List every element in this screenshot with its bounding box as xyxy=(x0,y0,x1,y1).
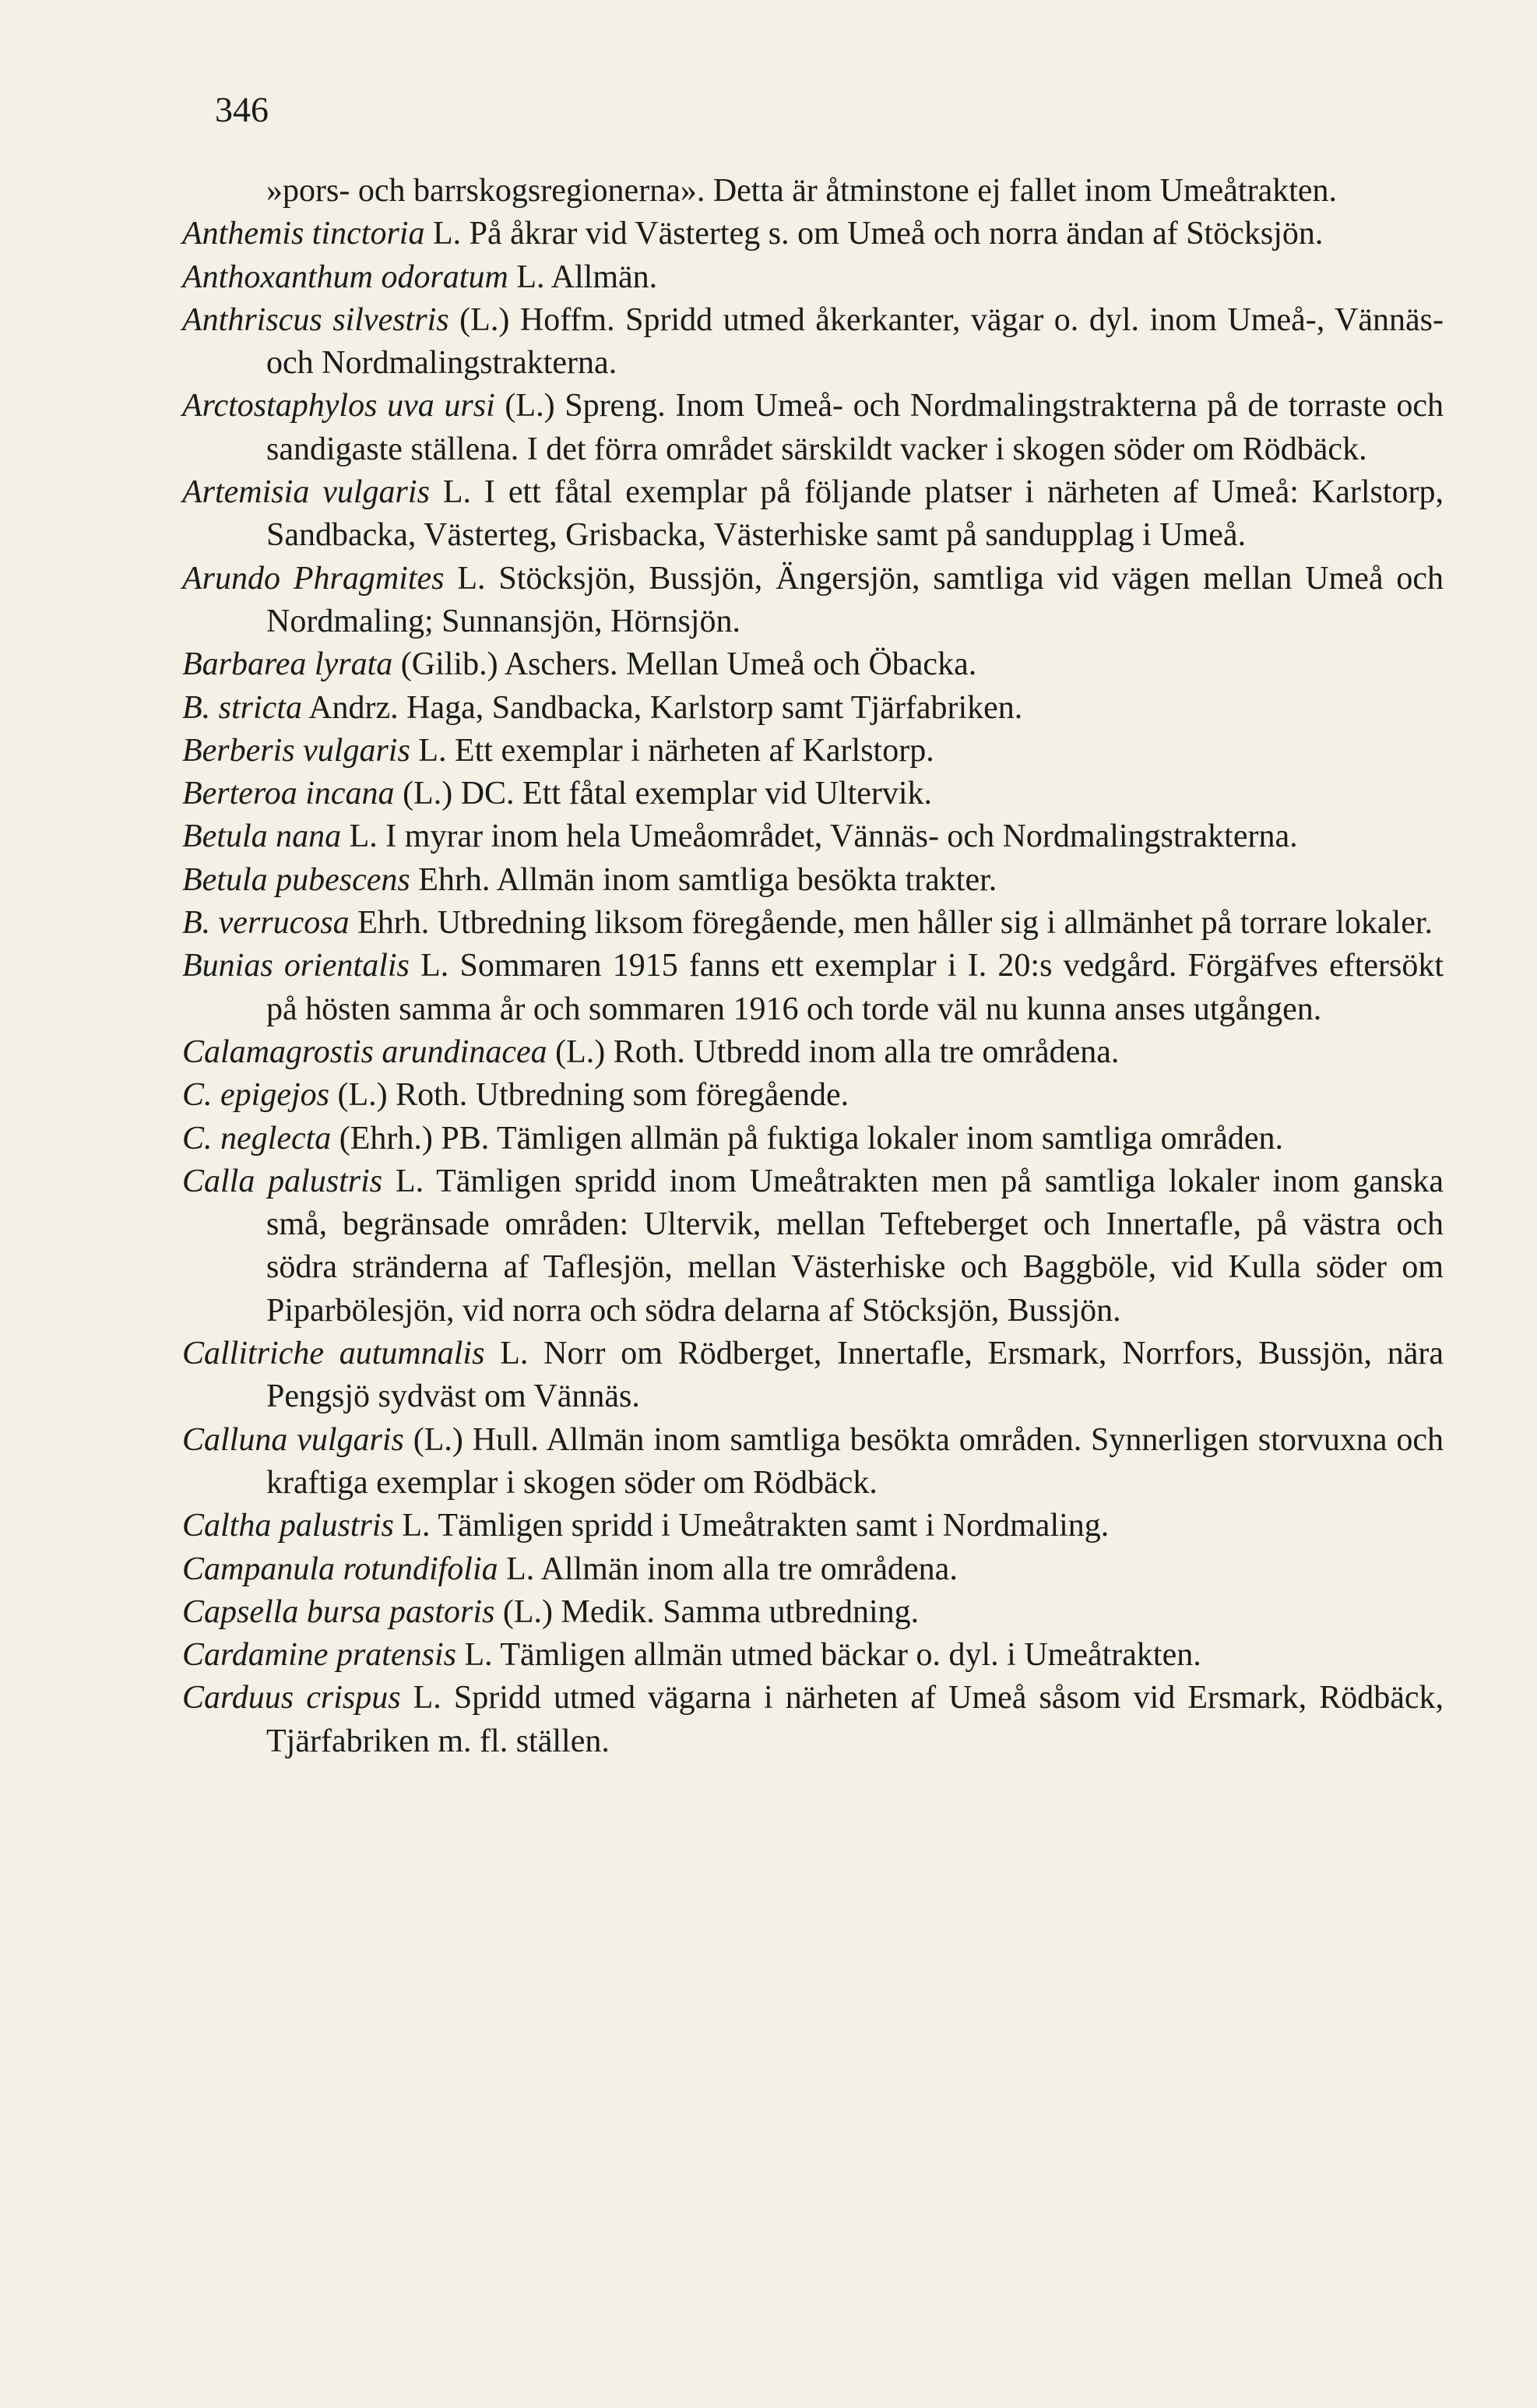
species-authority: L. xyxy=(464,1637,493,1674)
species-authority: L. xyxy=(413,1680,441,1716)
species-entry xyxy=(182,773,1444,815)
species-entry xyxy=(182,299,1444,385)
species-description: Allmän inom samtliga besökta områden. Synnerligen storvuxna och kraftiga exemplar i skogen söder om Rödbäck. xyxy=(266,1421,1444,1501)
species-description: Spridd utmed vägarna i närheten af Umeå såsom vid Ersmark, Rödbäck, Tjärfabriken m. fl. ställen. xyxy=(266,1680,1444,1759)
species-authority: L. xyxy=(420,948,449,984)
species-description: Haga, Sandbacka, Karlstorp samt Tjärfabriken. xyxy=(406,689,1023,726)
species-description: Tämligen spridd inom Umeåtrakten men på samtliga lokaler inom ganska små, begränsade områden: Ultervik, mellan Tefteberget och Innertafle, på västra och södra stränderna af Taflesjön, mellan Västerhiske och Baggböle, vid Kulla söder om Piparbölesjön, vid norra och södra delarna af Stöcksjön, Bussjön. xyxy=(266,1163,1444,1329)
species-entry xyxy=(182,213,1444,255)
species-authority: L. xyxy=(432,216,462,252)
species-name: Calla palustris xyxy=(182,1163,383,1199)
species-name: Arctostaphylos uva ursi xyxy=(182,388,495,424)
species-list xyxy=(182,170,1444,1763)
species-authority: L. xyxy=(506,1551,535,1587)
species-entry xyxy=(182,1031,1444,1074)
species-name: Capsella bursa pastoris xyxy=(182,1593,495,1630)
species-name: Caltha palustris xyxy=(182,1508,394,1544)
species-name: Carduus crispus xyxy=(182,1680,401,1716)
species-authority: L. xyxy=(516,259,545,295)
species-name: Calamagrostis arundinacea xyxy=(182,1033,547,1070)
species-authority: (L.) Medik. xyxy=(502,1593,655,1630)
species-description: Tämligen allmän på fuktiga lokaler inom samtliga områden. xyxy=(497,1120,1284,1156)
species-authority: Ehrh. xyxy=(357,905,430,942)
species-entry xyxy=(182,1118,1444,1160)
species-description: Inom Umeå- och Nordmalingstrakterna på de torraste och sandigaste ställena. I det förra området särskildt vacker i skogen söder om Rödbäck. xyxy=(266,388,1444,467)
species-authority: (L.) Spreng. xyxy=(505,388,666,424)
species-entry xyxy=(182,859,1444,902)
species-description: I ett fåtal exemplar på följande platser i närheten af Umeå: Karlstorp, Sandbacka, Västerteg, Grisbacka, Västerhiske samt på sandupplag i Umeå. xyxy=(266,474,1444,554)
species-name: Anthemis tinctoria xyxy=(182,216,425,252)
species-entry xyxy=(182,902,1444,945)
species-entry xyxy=(182,256,1444,299)
species-name: Arundo Phragmites xyxy=(182,560,445,597)
species-name: Betula nana xyxy=(182,819,342,855)
species-name: Berteroa incana xyxy=(182,776,395,812)
species-authority: L. xyxy=(418,732,447,769)
species-authority: L. xyxy=(402,1508,431,1544)
species-description: Allmän. xyxy=(550,259,658,295)
species-name: Anthriscus silvestris xyxy=(182,301,449,338)
species-entry xyxy=(182,687,1444,730)
species-authority: (L.) Roth. xyxy=(337,1077,468,1114)
species-entry xyxy=(182,1160,1444,1332)
species-authority: (Gilib.) Aschers. xyxy=(400,646,618,683)
species-entry xyxy=(182,1332,1444,1419)
species-entry xyxy=(182,1634,1444,1677)
species-description: Utbredning som föregående. xyxy=(475,1077,849,1114)
species-authority: (L.) Hoffm. xyxy=(459,301,615,338)
species-entry xyxy=(182,1505,1444,1547)
species-description: Samma utbredning. xyxy=(663,1593,920,1630)
species-entry xyxy=(182,471,1444,558)
species-authority: (L.) Roth. xyxy=(555,1033,685,1070)
species-name: B. verrucosa xyxy=(182,905,350,942)
species-authority: L. xyxy=(457,560,486,597)
species-authority: L. xyxy=(395,1163,424,1199)
species-name: Betula pubescens xyxy=(182,861,410,898)
species-entry xyxy=(182,815,1444,858)
species-entry xyxy=(182,1074,1444,1117)
species-entry xyxy=(182,730,1444,773)
species-entry xyxy=(182,558,1444,644)
species-name: Artemisia vulgaris xyxy=(182,474,430,511)
species-name: Calluna vulgaris xyxy=(182,1421,404,1458)
species-authority: L. xyxy=(442,474,471,511)
species-name: B. stricta xyxy=(182,689,302,726)
species-entry xyxy=(182,1591,1444,1634)
species-authority: (Ehrh.) PB. xyxy=(339,1120,490,1156)
species-description: Tämligen spridd i Umeåtrakten samt i Nordmaling. xyxy=(438,1508,1110,1544)
species-description: Stöcksjön, Bussjön, Ängersjön, samtliga vid vägen mellan Umeå och Nordmaling; Sunnansjön, Hörnsjön. xyxy=(266,560,1444,639)
species-description: »pors- och barrskogsregionerna». Detta är åtminstone ej fallet inom Umeåtrakten. xyxy=(266,173,1338,209)
species-description: Utbredd inom alla tre områdena. xyxy=(693,1033,1120,1070)
species-authority: (L.) Hull. xyxy=(413,1421,539,1458)
species-name: Barbarea lyrata xyxy=(182,646,393,683)
species-entry xyxy=(182,1548,1444,1591)
species-description: Norr om Rödberget, Innertafle, Ersmark, Norrfors, Bussjön, nära Pengsjö sydväst om Vännäs. xyxy=(266,1336,1444,1415)
species-name: C. neglecta xyxy=(182,1120,332,1156)
species-name: Anthoxanthum odoratum xyxy=(182,259,508,295)
species-description: Mellan Umeå och Öbacka. xyxy=(626,646,977,683)
species-entry xyxy=(182,1677,1444,1763)
species-authority: L. xyxy=(349,819,378,855)
species-entry xyxy=(182,385,1444,471)
species-description: Ett fåtal exemplar vid Ultervik. xyxy=(522,776,933,812)
species-name: C. epigejos xyxy=(182,1077,329,1114)
species-authority: Ehrh. xyxy=(418,861,491,898)
species-authority: (L.) DC. xyxy=(403,776,515,812)
species-name: Campanula rotundifolia xyxy=(182,1551,498,1587)
species-authority: L. xyxy=(500,1336,529,1372)
species-description: Spridd utmed åkerkanter, vägar o. dyl. inom Umeå-, Vännäs- och Nordmalingstrakterna. xyxy=(266,301,1444,382)
species-description: Sommaren 1915 fanns ett exemplar i I. 20:s vedgård. Förgäfves eftersökt på hösten samma år och sommaren 1916 och torde väl nu kunna anses utgången. xyxy=(266,948,1444,1027)
species-entry xyxy=(182,1419,1444,1505)
species-description: Allmän inom alla tre områdena. xyxy=(540,1551,958,1587)
species-name: Cardamine pratensis xyxy=(182,1637,456,1674)
species-description: Allmän inom samtliga besökta trakter. xyxy=(496,861,997,898)
species-entry xyxy=(182,170,1444,213)
species-entry xyxy=(182,643,1444,686)
species-name: Bunias orientalis xyxy=(182,948,410,984)
page-number: 346 xyxy=(215,90,269,129)
species-name: Callitriche autumnalis xyxy=(182,1336,485,1372)
species-authority: Andrz. xyxy=(308,689,399,726)
species-description: Tämligen allmän utmed bäckar o. dyl. i Umeåtrakten. xyxy=(500,1637,1201,1674)
species-description: I myrar inom hela Umeåområdet, Vännäs- och Nordmalingstrakterna. xyxy=(385,819,1298,855)
species-name: Berberis vulgaris xyxy=(182,732,410,769)
species-description: På åkrar vid Västerteg s. om Umeå och norra ändan af Stöcksjön. xyxy=(469,216,1324,252)
species-entry xyxy=(182,945,1444,1031)
species-description: Ett exemplar i närheten af Karlstorp. xyxy=(454,732,934,769)
species-description: Utbredning liksom föregående, men håller sig i allmänhet på torrare lokaler. xyxy=(437,905,1433,942)
